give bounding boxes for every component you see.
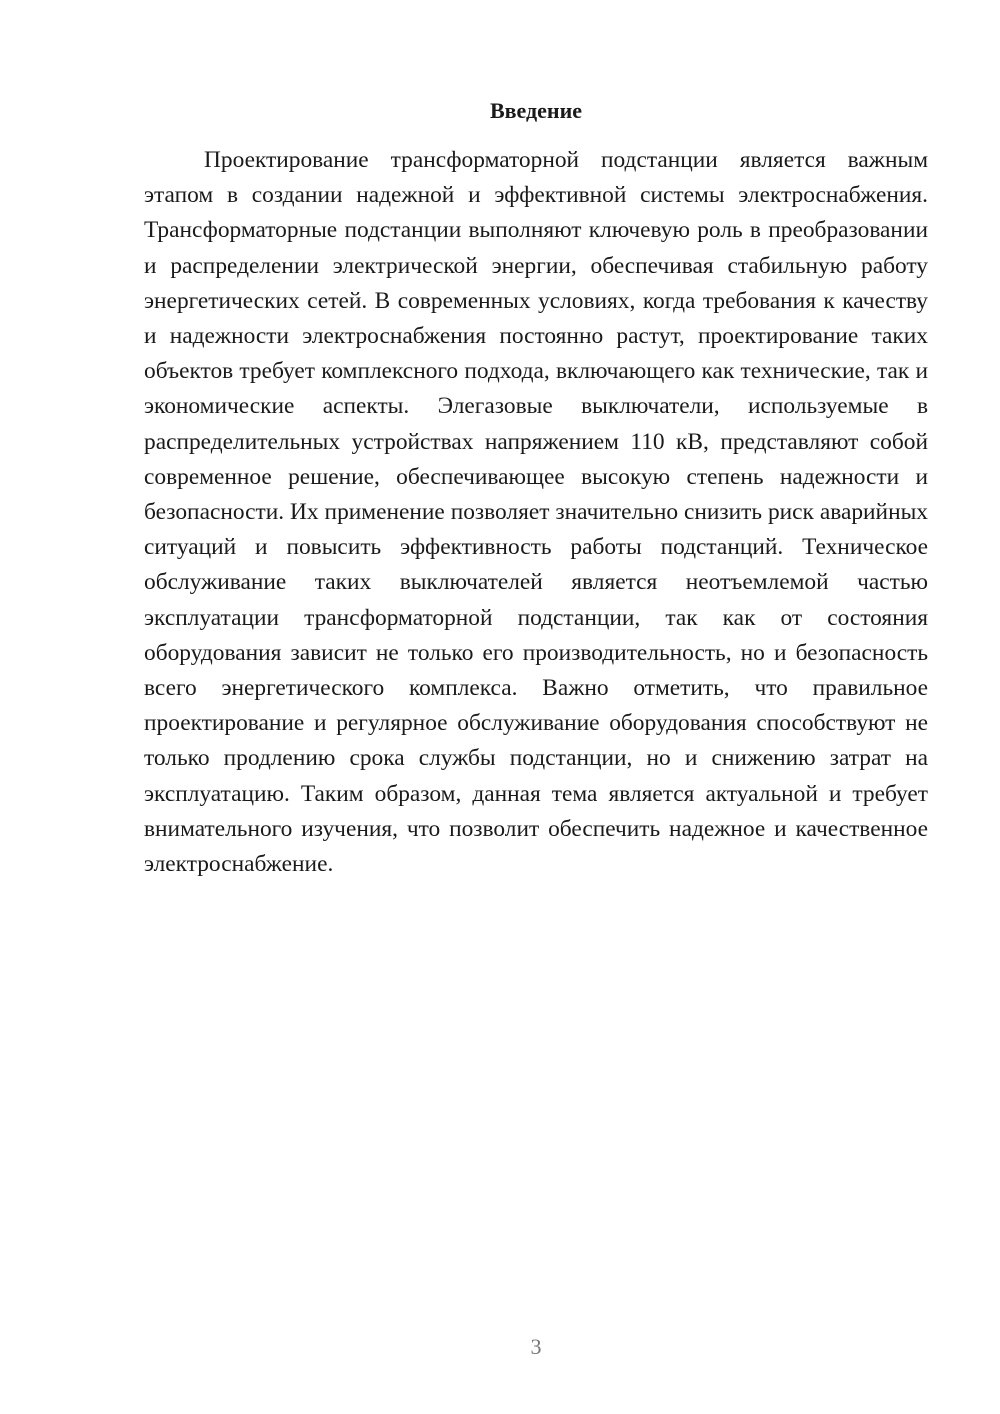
page-number: 3 xyxy=(530,1334,542,1359)
section-heading: Введение xyxy=(489,98,583,123)
body-paragraph: Проектирование трансформаторной подстанции является важным этапом в создании надежной и эффективной системы электроснабжения. Трансформаторные подстанции выполняют ключевую роль в преобразовании и распределении электрической энергии, обеспечивая стабильную работу энергетических сетей. В современных условиях, когда требования к качеству и надежности электроснабжения постоянно растут, проектирование таких объектов требует комплексного подхода, включающего как технические, так и экономические аспекты. Элегазовые выключатели, используемые в распределительных устройствах напряжением 110 кВ, представляют собой современное решение, обеспечивающее высокую степень надежности и безопасности. Их применение позволяет значительно снизить риск аварийных ситуаций и повысить эффективность работы подстанций. Техническое обслуживание таких выключателей является неотъемлемой частью эксплуатации трансформаторной подстанции, так как от состояния оборудования зависит не только его производительность, но и безопасность всего энергетического комплекса. Важно отметить, что правильное проектирование и регулярное обслуживание оборудования способствуют не только продлению срока службы подстанции, но и снижению затрат на эксплуатацию. Таким образом, данная тема является актуальной и требует внимательного изучения, что позволит обеспечить надежное и качественное электроснабжение. xyxy=(144,147,928,878)
